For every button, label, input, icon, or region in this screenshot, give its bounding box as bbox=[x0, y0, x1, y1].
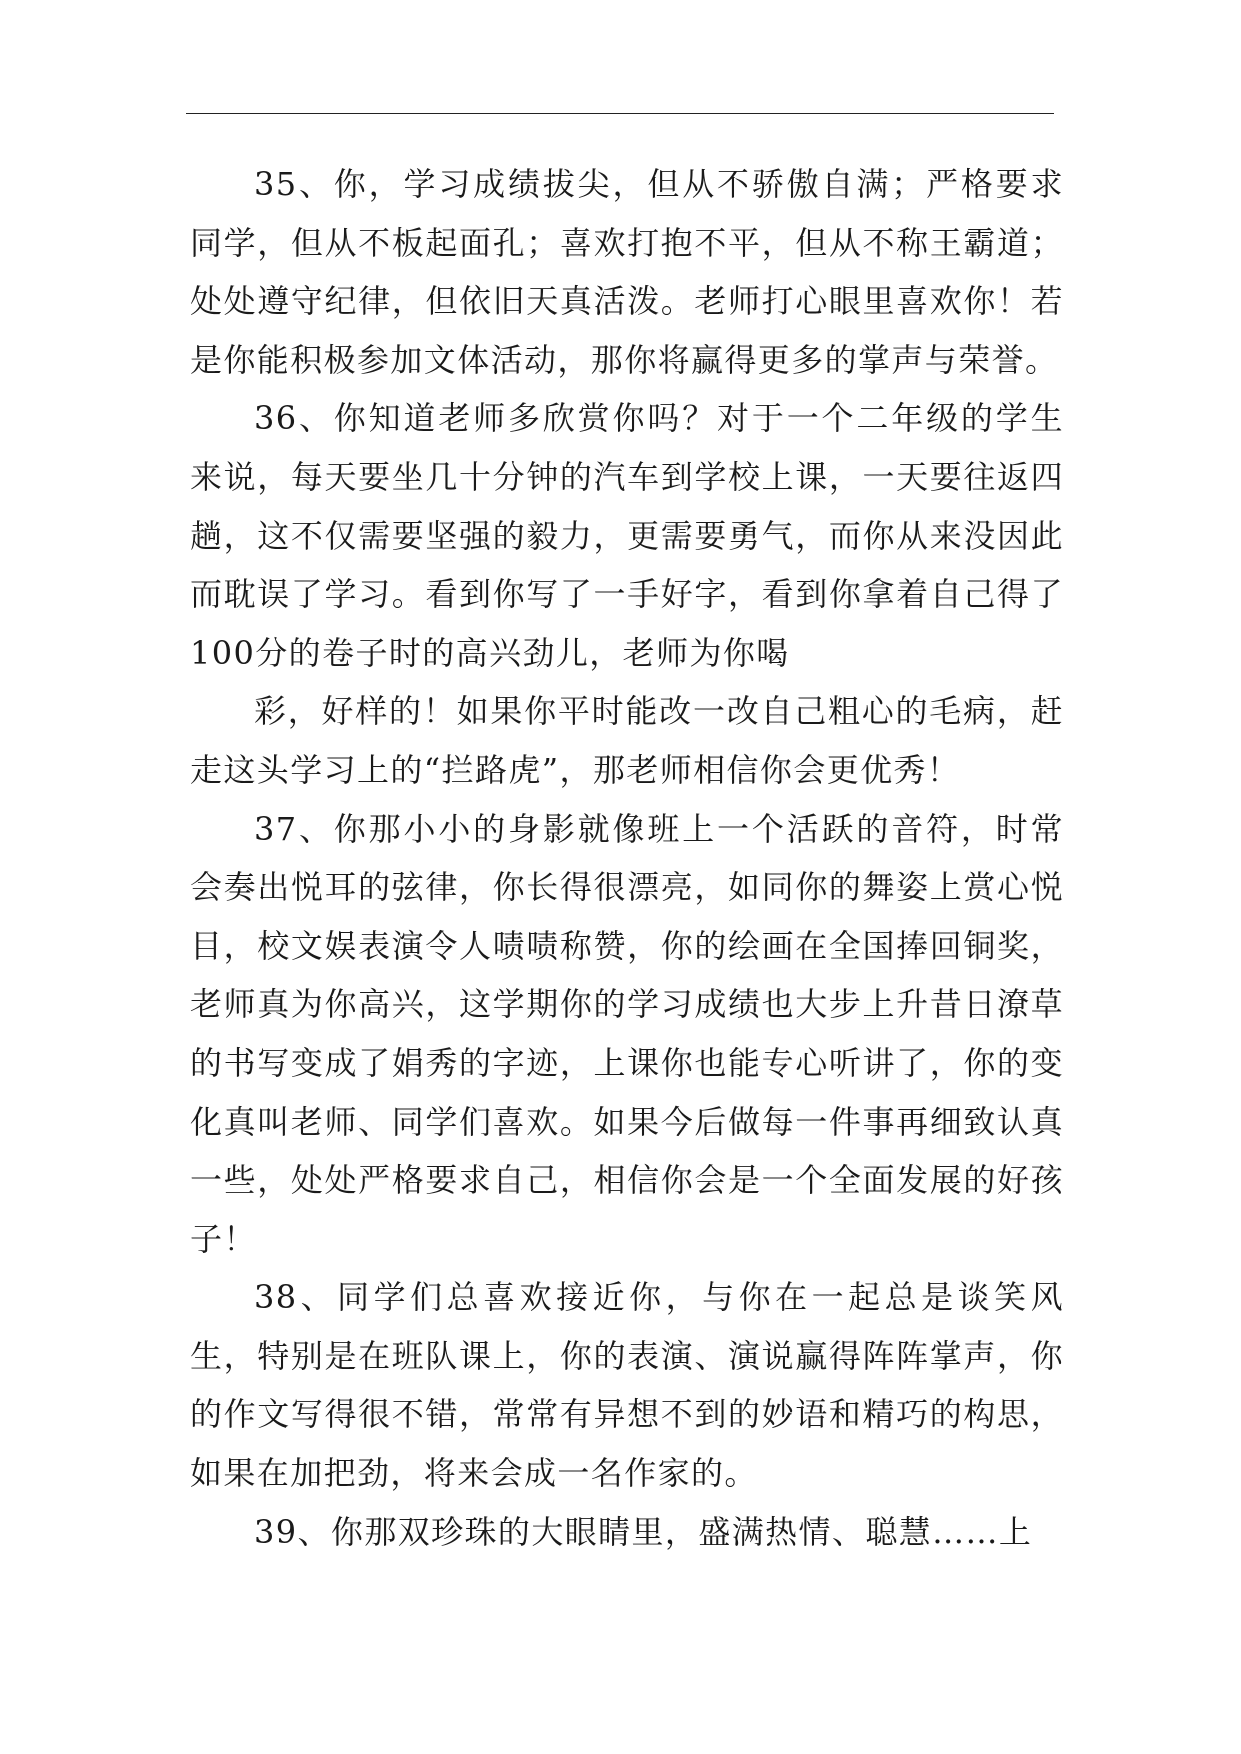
paragraph-36: 36、你知道老师多欣赏你吗？对于一个二年级的学生来说，每天要坐几十分钟的汽车到学校上课，一天要往返四趟，这不仅需要坚强的毅力，更需要勇气，而你从来没因此而耽误了学习。看到你写了一手好字，看到你拿着自己得了100分的卷子时的高兴劲儿，老师为你喝 bbox=[190, 399, 1064, 672]
paragraph-39: 39、你那双珍珠的大眼睛里，盛满热情、聪慧……上 bbox=[254, 1512, 1033, 1551]
paragraph-37: 37、你那小小的身影就像班上一个活跃的音符，时常会奏出悦耳的弦律，你长得很漂亮，如同你的舞姿上赏心悦目，校文娱表演令人啧啧称赞，你的绘画在全国捧回铜奖，老师真为你高兴，这学期你的学习成绩也大步上升昔日潦草的书写变成了娟秀的字迹，上课你也能专心听讲了，你的变化真叫老师、同学们喜欢。如果今后做每一件事再细致认真一些，处处严格要求自己，相信你会是一个全面发展的好孩子！ bbox=[190, 809, 1064, 1258]
paragraph-38: 38、同学们总喜欢接近你，与你在一起总是谈笑风生，特别是在班队课上，你的表演、演说赢得阵阵掌声，你的作文写得很不错，常常有异想不到的妙语和精巧的构思，如果在加把劲，将来会成一名作家的。 bbox=[190, 1278, 1064, 1493]
paragraph-35: 35、你，学习成绩拔尖，但从不骄傲自满；严格要求同学，但从不板起面孔；喜欢打抱不平，但从不称王霸道；处处遵守纪律，但依旧天真活泼。老师打心眼里喜欢你！若是你能积极参加文体活动，那你将赢得更多的掌声与荣誉。 bbox=[190, 165, 1064, 379]
paragraph-36-continued: 彩，好样的！如果你平时能改一改自己粗心的毛病，赶走这头学习上的“拦路虎”，那老师相信你会更优秀！ bbox=[190, 692, 1064, 789]
document-body bbox=[190, 155, 1064, 1561]
header-rule bbox=[186, 113, 1054, 114]
